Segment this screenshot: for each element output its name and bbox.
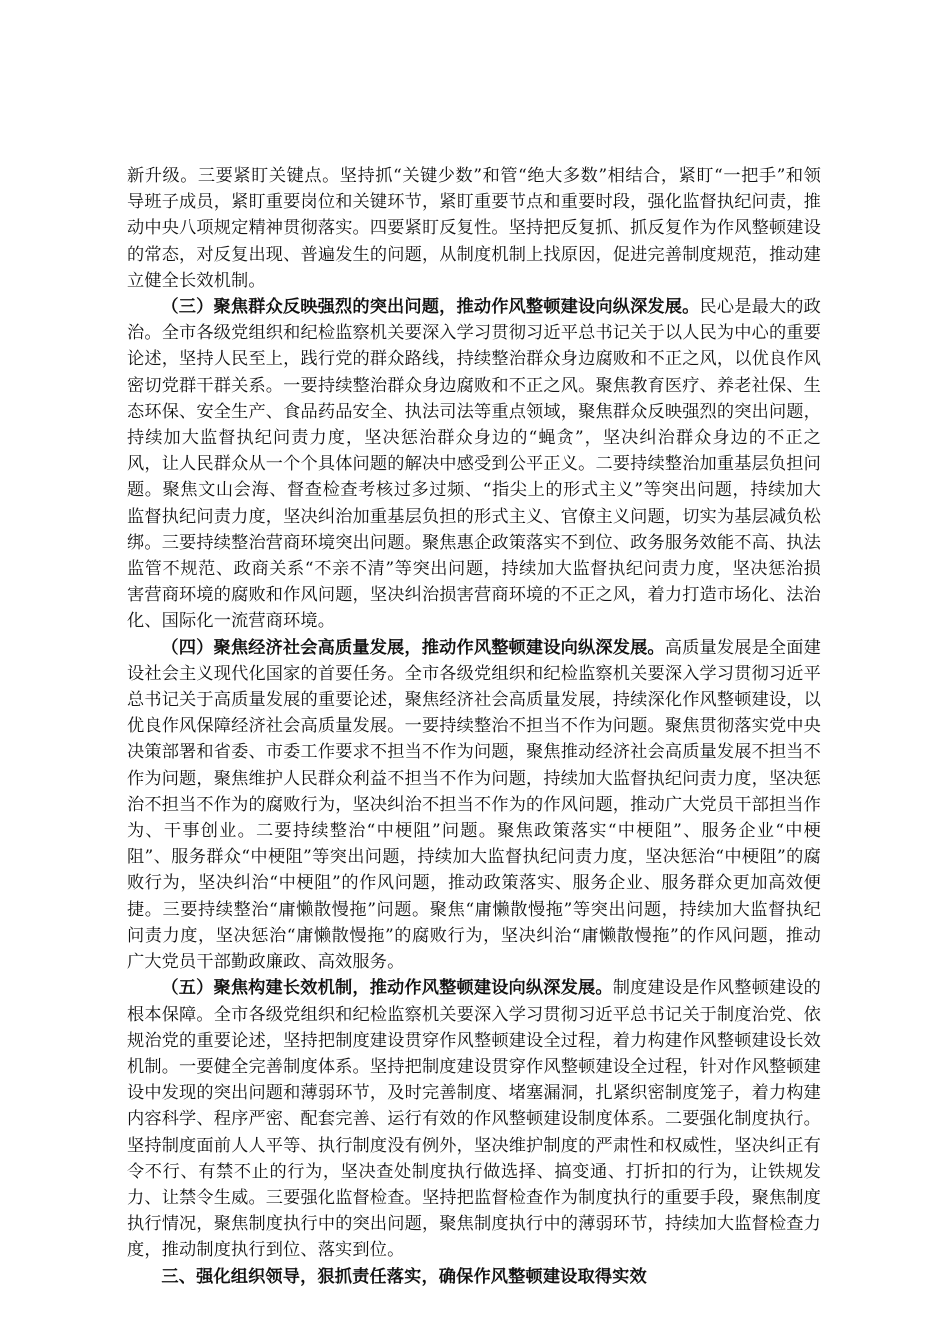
document-body [127, 163, 821, 1290]
paragraph-continuation [127, 163, 821, 294]
paragraph-lead: （三）聚焦群众反映强烈的突出问题，推动作风整顿建设向纵深发展。 [161, 297, 700, 318]
paragraph-section-5 [127, 975, 821, 1263]
paragraph-lead: （四）聚焦经济社会高质量发展，推动作风整顿建设向纵深发展。 [161, 637, 665, 658]
paragraph-section-4 [127, 635, 821, 976]
paragraph-text: 制度建设是作风整顿建设的根本保障。全市各级党组织和纪检监察机关要深入学习贯彻习近平总书记关于制度治党、依规治党的重要论述，坚持把制度建设贯穿作风整顿建设全过程，着力构建作风整顿建设长效机制。一要健全完善制度体系。坚持把制度建设贯穿作风整顿建设全过程，针对作风整顿建设中发现的突出问题和薄弱环节，及时完善制度、堵塞漏洞，扎紧织密制度笼子，着力构建内容科学、程序严密、配套完善、运行有效的作风整顿建设制度体系。二要强化制度执行。坚持制度面前人人平等、执行制度没有例外，坚决维护制度的严肃性和权威性，坚决纠正有令不行、有禁不止的行为，坚决查处制度执行做选择、搞变通、打折扣的行为，让铁规发力、让禁令生威。三要强化监督检查。坚持把监督检查作为制度执行的重要手段，聚焦制度执行情况，聚焦制度执行中的突出问题，聚焦制度执行中的薄弱环节，持续加大监督检查力度，推动制度执行到位、落实到位。 [127, 978, 821, 1261]
paragraph-text: 新升级。三要紧盯关键点。坚持抓“关键少数”和管“绝大多数”相结合，紧盯“一把手”和领导班子成员，紧盯重要岗位和关键环节，紧盯重要节点和重要时段，强化监督执纪问责，推动中央八项规定精神贯彻落实。四要紧盯反复性。坚持把反复抓、抓反复作为作风整顿建设的常态，对反复出现、普遍发生的问题，从制度机制上找原因，促进完善制度规范，推动建立健全长效机制。 [127, 166, 821, 291]
paragraph-section-3 [127, 294, 821, 635]
section-heading-3 [127, 1264, 821, 1290]
paragraph-text: 高质量发展是全面建设社会主义现代化国家的首要任务。全市各级党组织和纪检监察机关要深入学习贯彻习近平总书记关于高质量发展的重要论述，聚焦经济社会高质量发展，持续深化作风整顿建设，以优良作风保障经济社会高质量发展。一要持续整治不担当不作为问题。聚焦贯彻落实党中央决策部署和省委、市委工作要求不担当不作为问题，聚焦推动经济社会高质量发展不担当不作为问题，聚焦维护人民群众利益不担当不作为问题，持续加大监督执纪问责力度，坚决惩治不担当不作为的腐败行为，坚决纠治不担当不作为的作风问题，推动广大党员干部担当作为、干事创业。二要持续整治“中梗阻”问题。聚焦政策落实“中梗阻”、服务企业“中梗阻”、服务群众“中梗阻”等突出问题，持续加大监督执纪问责力度，坚决惩治“中梗阻”的腐败行为，坚决纠治“中梗阻”的作风问题，推动政策落实、服务企业、服务群众更加高效便捷。三要持续整治“庸懒散慢拖”问题。聚焦“庸懒散慢拖”等突出问题，持续加大监督执纪问责力度，坚决惩治“庸懒散慢拖”的腐败行为，坚决纠治“庸懒散慢拖”的作风问题，推动广大党员干部勤政廉政、高效服务。 [127, 637, 821, 973]
section-heading: 三、强化组织领导，狠抓责任落实，确保作风整顿建设取得实效 [161, 1266, 647, 1287]
paragraph-text: 民心是最大的政治。全市各级党组织和纪检监察机关要深入学习贯彻习近平总书记关于以人民为中心的重要论述，坚持人民至上，践行党的群众路线，持续整治群众身边腐败和不正之风，以优良作风密切党群干群关系。一要持续整治群众身边腐败和不正之风。聚焦教育医疗、养老社保、生态环保、安全生产、食品药品安全、执法司法等重点领域，聚焦群众反映强烈的突出问题，持续加大监督执纪问责力度，坚决惩治群众身边的“蝇贪”，坚决纠治群众身边的不正之风，让人民群众从一个个具体问题的解决中感受到公平正义。二要持续整治加重基层负担问题。聚焦文山会海、督查检查考核过多过频、“指尖上的形式主义”等突出问题，持续加大监督执纪问责力度，坚决纠治加重基层负担的形式主义、官僚主义问题，切实为基层减负松绑。三要持续整治营商环境突出问题。聚焦惠企政策落实不到位、政务服务效能不高、执法监管不规范、政商关系“不亲不清”等突出问题，持续加大监督执纪问责力度，坚决惩治损害营商环境的腐败和作风问题，坚决纠治损害营商环境的不正之风，着力打造市场化、法治化、国际化一流营商环境。 [127, 297, 821, 632]
paragraph-lead: （五）聚焦构建长效机制，推动作风整顿建设向纵深发展。 [161, 978, 613, 999]
